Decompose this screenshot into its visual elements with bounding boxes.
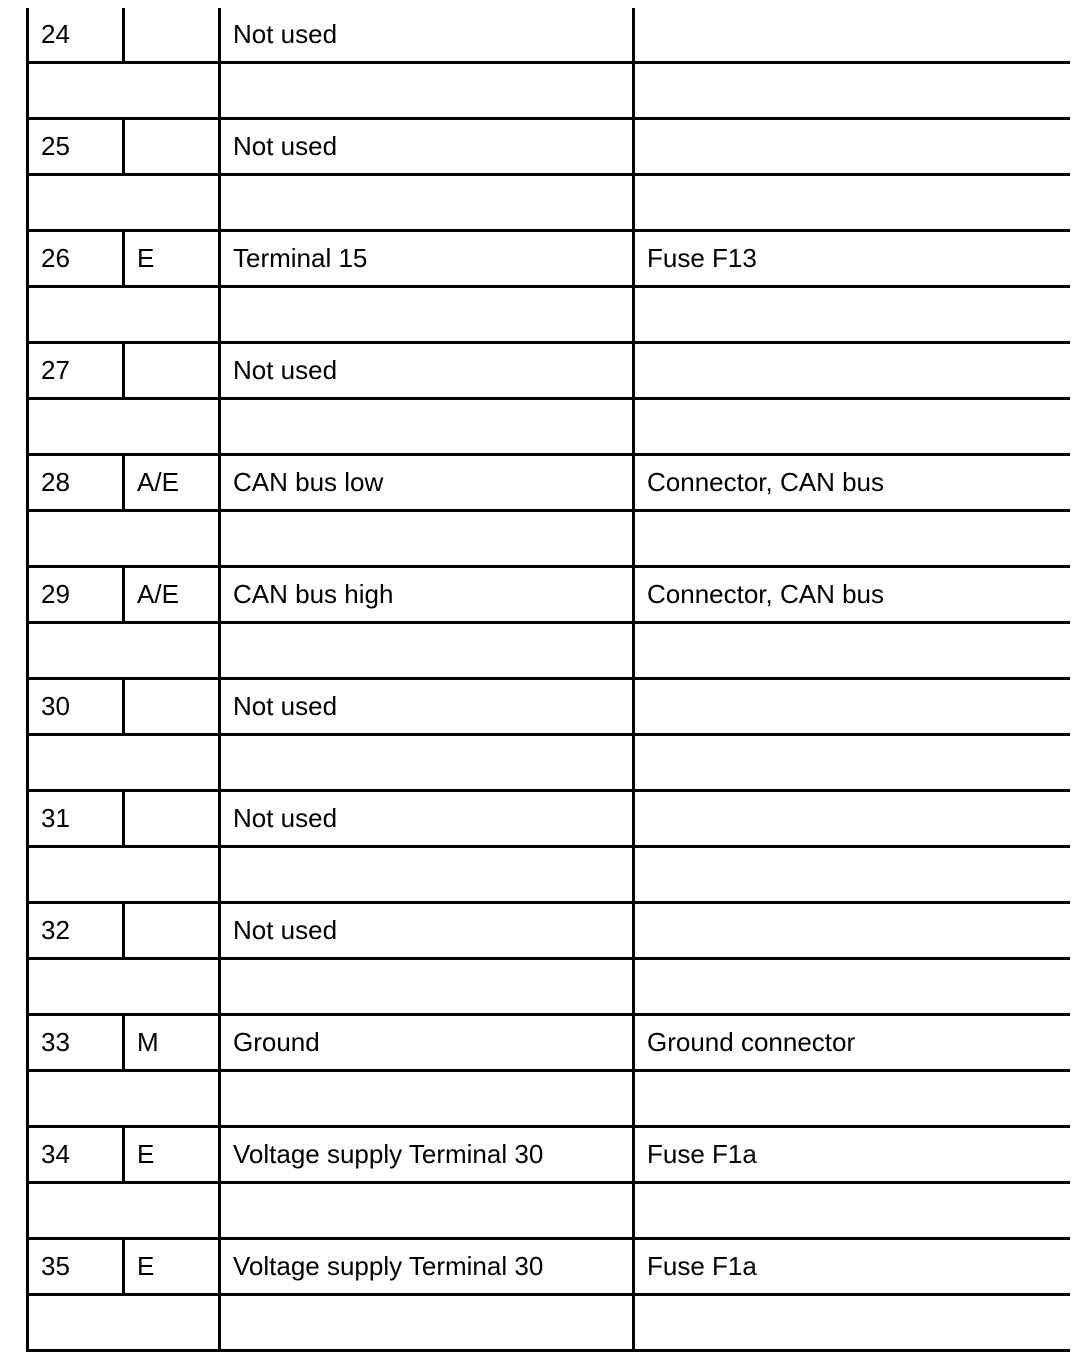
spacer-row [28,847,1070,903]
spacer-cell [28,175,220,231]
spacer-cell [220,175,634,231]
spacer-cell [220,1183,634,1239]
pin-row [28,343,1070,399]
connection-cell: Fuse F1a [634,1127,1070,1183]
connection-cell [634,119,1070,175]
function-cell: Ground [220,1015,634,1071]
pin-row [28,679,1070,735]
pin-row [28,567,1070,623]
pin-type-cell: A/E [124,455,220,511]
spacer-cell [634,511,1070,567]
pin-number-cell: 29 [28,567,124,623]
spacer-cell [220,959,634,1015]
pin-type-cell: E [124,1239,220,1295]
pin-number-cell: 24 [28,8,124,63]
function-cell: Terminal 15 [220,231,634,287]
spacer-cell [28,287,220,343]
spacer-row [28,63,1070,119]
pin-row [28,455,1070,511]
spacer-row [28,623,1070,679]
pin-number-cell: 33 [28,1015,124,1071]
spacer-row [28,175,1070,231]
pin-row [28,1127,1070,1183]
pin-number-cell: 26 [28,231,124,287]
pin-number-cell: 35 [28,1239,124,1295]
connection-cell [634,679,1070,735]
spacer-cell [634,399,1070,455]
function-cell: CAN bus high [220,567,634,623]
spacer-row [28,959,1070,1015]
spacer-row [28,1071,1070,1127]
connection-cell: Connector, CAN bus [634,455,1070,511]
spacer-cell [220,847,634,903]
pin-type-cell: A/E [124,567,220,623]
pin-number-cell: 27 [28,343,124,399]
function-cell: Not used [220,791,634,847]
spacer-cell [634,287,1070,343]
spacer-cell [28,735,220,791]
spacer-cell [220,1295,634,1351]
spacer-cell [634,735,1070,791]
spacer-cell [220,623,634,679]
spacer-cell [28,511,220,567]
pin-number-cell: 31 [28,791,124,847]
spacer-cell [634,847,1070,903]
pin-row [28,231,1070,287]
pin-type-cell: E [124,231,220,287]
spacer-cell [220,735,634,791]
spacer-cell [28,847,220,903]
function-cell: Not used [220,679,634,735]
spacer-cell [28,399,220,455]
function-cell: Not used [220,903,634,959]
spacer-cell [634,959,1070,1015]
pin-number-cell: 28 [28,455,124,511]
pin-row [28,791,1070,847]
spacer-cell [634,1295,1070,1351]
pin-type-cell [124,119,220,175]
spacer-cell [634,1071,1070,1127]
spacer-cell [28,623,220,679]
spacer-row [28,287,1070,343]
spacer-row [28,1183,1070,1239]
spacer-cell [634,63,1070,119]
pin-number-cell: 30 [28,679,124,735]
connection-cell [634,343,1070,399]
spacer-cell [220,511,634,567]
pin-row [28,903,1070,959]
spacer-cell [28,1295,220,1351]
pin-assignment-table [26,8,1070,1352]
connection-cell: Fuse F1a [634,1239,1070,1295]
connection-cell [634,8,1070,63]
function-cell: Not used [220,343,634,399]
pin-type-cell [124,903,220,959]
connection-cell: Fuse F13 [634,231,1070,287]
pin-type-cell [124,791,220,847]
pin-type-cell [124,679,220,735]
spacer-row [28,735,1070,791]
spacer-row [28,511,1070,567]
pin-row [28,1015,1070,1071]
connection-cell: Connector, CAN bus [634,567,1070,623]
connection-cell: Ground connector [634,1015,1070,1071]
pin-type-cell [124,8,220,63]
function-cell: CAN bus low [220,455,634,511]
spacer-cell [634,175,1070,231]
spacer-cell [28,1183,220,1239]
spacer-cell [634,1183,1070,1239]
spacer-cell [220,63,634,119]
spacer-cell [28,1071,220,1127]
spacer-cell [634,623,1070,679]
pin-number-cell: 32 [28,903,124,959]
pin-row [28,8,1070,63]
spacer-row [28,1295,1070,1351]
pin-row [28,1239,1070,1295]
pin-type-cell [124,343,220,399]
spacer-cell [220,1071,634,1127]
spacer-cell [28,959,220,1015]
pin-type-cell: M [124,1015,220,1071]
spacer-cell [220,399,634,455]
pin-row [28,119,1070,175]
pin-number-cell: 34 [28,1127,124,1183]
function-cell: Voltage supply Terminal 30 [220,1239,634,1295]
spacer-cell [220,287,634,343]
connection-cell [634,903,1070,959]
connection-cell [634,791,1070,847]
pin-type-cell: E [124,1127,220,1183]
spacer-cell [28,63,220,119]
function-cell: Not used [220,8,634,63]
function-cell: Not used [220,119,634,175]
spacer-row [28,399,1070,455]
function-cell: Voltage supply Terminal 30 [220,1127,634,1183]
pin-number-cell: 25 [28,119,124,175]
pin-table-body [28,8,1070,1351]
